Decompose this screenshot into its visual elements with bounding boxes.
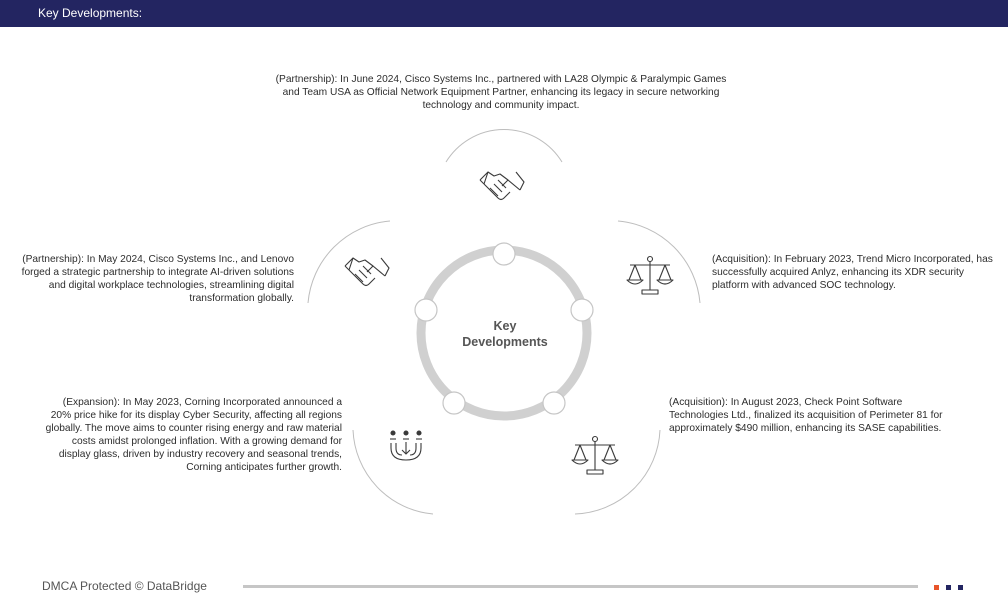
header-title: Key Developments: (38, 6, 143, 20)
ring-node-bottom-left (443, 392, 465, 414)
development-left-text: (Partnership): In May 2024, Cisco Systems Inc., and Lenovo forged a strategic partnership to integrate AI-driven solutions and digital workplace technologies, streamlining digital transformation globally. (21, 254, 294, 304)
footer-copyright: DMCA Protected © DataBridge (42, 579, 207, 593)
development-top-text: (Partnership): In June 2024, Cisco Systems Inc., partnered with LA28 Olympic & Paralympic Games and Team USA as Official Network Equipment Partner, enhancing its legacy in secure networking technology and community impact. (275, 74, 727, 111)
development-bottom-right-text: (Acquisition): In August 2023, Check Point Software Technologies Ltd., finalized its acquisition of Perimeter 81 for approximately $490 million, enhancing its SASE capabilities. (669, 397, 943, 434)
footer-divider (243, 585, 918, 588)
arc-bottom-right (575, 430, 660, 514)
development-bottom-left-text: (Expansion): In May 2023, Corning Incorporated announced a 20% price hike for its display Cyber Security, affecting all regions globally. The move aims to counter rising energy and raw material costs amidst prolonged inflation. With a growing demand for display glass, driven by industry recovery and seasonal trends, Corning anticipates further growth. (45, 397, 342, 473)
footer-square-navy (946, 585, 951, 590)
arc-bottom-left (353, 430, 433, 514)
arc-right (618, 221, 700, 303)
ring-node-bottom-right (543, 392, 565, 414)
arc-top (446, 129, 562, 162)
ring-node-top (493, 243, 515, 265)
scales-icon (572, 437, 618, 475)
footer-square-navy (958, 585, 963, 590)
handshake-icon (345, 258, 389, 286)
ring-node-right (571, 299, 593, 321)
scales-icon (627, 257, 673, 295)
center-title-line2: Developments (462, 335, 548, 349)
group-merge-icon (390, 431, 422, 460)
footer-square-orange (934, 585, 939, 590)
handshake-icon (480, 172, 524, 200)
center-title-line1: Key (493, 319, 517, 333)
development-right-text: (Acquisition): In February 2023, Trend Micro Incorporated, has successfully acquired Anlyz, enhancing its XDR security platform with advanced SOC technology. (712, 254, 993, 291)
ring-node-left (415, 299, 437, 321)
center-title (440, 318, 570, 350)
